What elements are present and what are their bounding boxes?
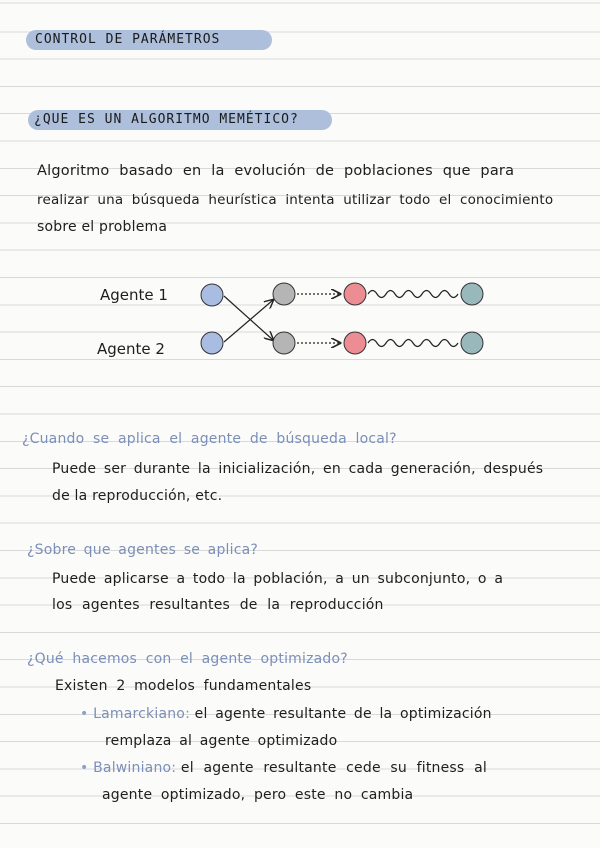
agent-1-middle-node	[273, 283, 295, 305]
model-lamarckian	[80, 706, 492, 722]
definition-line-3: sobre el problema	[37, 219, 168, 235]
section-title: ¿QUE ES UN ALGORITMO MEMÉTICO?	[34, 112, 299, 127]
baldwinian-text-1: el agente resultante cede su fitness al	[180, 760, 487, 776]
wave-line-1	[368, 291, 458, 298]
agent-2-final-node	[461, 332, 483, 354]
question-optimized-agent: ¿Qué hacemos con el agente optimizado?	[27, 651, 348, 667]
lamarckian-text-2: remplaza al agente optimizado	[105, 733, 338, 749]
agent-2-initial-node	[201, 332, 223, 354]
agent-1-local-node	[344, 283, 366, 305]
bullet-dot-icon: •	[80, 706, 94, 722]
agent-1-label: Agente 1	[100, 286, 168, 304]
models-intro: Existen 2 modelos fundamentales	[55, 678, 312, 694]
agent-2-local-node	[344, 332, 366, 354]
baldwinian-text-2: agente optimizado, pero este no cambia	[102, 787, 414, 803]
answer-which-agents-line-1: Puede aplicarse a todo la población, a un subconjunto, o a	[52, 571, 504, 587]
model-baldwinian	[80, 760, 487, 776]
agent-1-final-node	[461, 283, 483, 305]
cross-arrow-2	[224, 300, 273, 342]
answer-which-agents-line-2: los agentes resultantes de la reproducción	[52, 597, 384, 613]
cross-arrow-1	[224, 296, 273, 340]
wave-line-2	[368, 340, 458, 347]
agent-2-middle-node	[273, 332, 295, 354]
definition-line-2: realizar una búsqueda heurística intenta utilizar todo el conocimiento	[37, 192, 554, 208]
memetic-diagram	[0, 272, 600, 372]
bullet-dot-icon: •	[80, 760, 94, 776]
page-title: CONTROL DE PARÁMETROS	[35, 32, 221, 47]
question-local-search: ¿Cuando se aplica el agente de búsqueda local?	[22, 431, 397, 447]
agent-1-initial-node	[201, 284, 223, 306]
baldwinian-term: Balwiniano:	[93, 760, 177, 776]
answer-local-search-line-2: de la reproducción, etc.	[52, 488, 223, 504]
definition-line-1: Algoritmo basado en la evolución de poblaciones que para	[37, 163, 515, 179]
lamarckian-text-1: el agente resultante de la optimización	[194, 706, 492, 722]
answer-local-search-line-1: Puede ser durante la inicialización, en cada generación, después	[52, 461, 544, 477]
lamarckian-term: Lamarckiano:	[93, 706, 190, 722]
agent-2-label: Agente 2	[97, 340, 165, 358]
question-which-agents: ¿Sobre que agentes se aplica?	[27, 542, 259, 558]
